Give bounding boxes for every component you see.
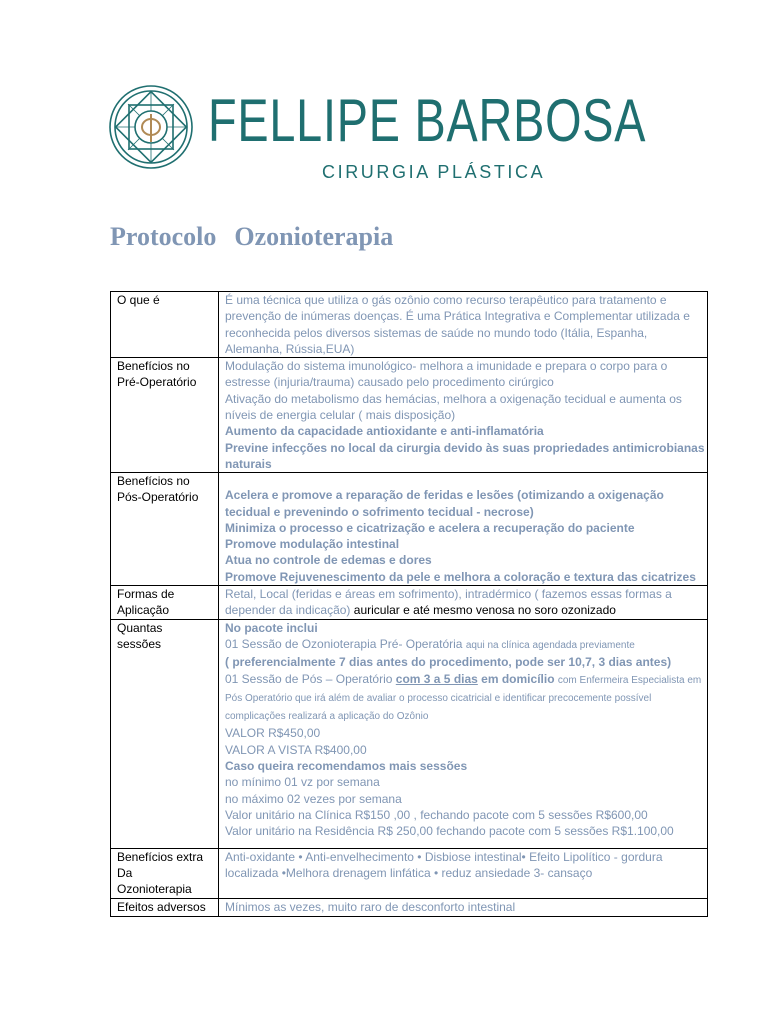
row-label: [111, 898, 219, 916]
table-row: [111, 586, 708, 620]
row-label: [111, 292, 219, 358]
row-label-line: Benefícios no: [117, 359, 190, 374]
row-text: Retal, Local (feridas e áreas em sofrimento), intradérmico ( fazemos essas formas a depender da indicação): [225, 587, 672, 618]
row-content: [219, 586, 708, 620]
row-text: Mínimos as vezes, muito raro de desconforto intestinal: [225, 899, 516, 914]
row-content: [219, 898, 708, 916]
session-pre-main: 01 Sessão de Ozonioterapia Pré- Operatória: [225, 636, 463, 651]
row-label-line: Formas de: [117, 587, 175, 602]
price: VALOR R$450,00: [225, 726, 321, 741]
session-pos-note: com Enfermeira Especialista em Pós Operatório que irá além de avaliar o processo cicatricial e identificar precocemente possível complicações realizará a aplicação do Ozônio: [225, 674, 702, 723]
row-line: Promove Rejuvenescimento da pele e melhora a coloração e textura das cicatrizes: [225, 569, 696, 584]
document-title: [110, 222, 393, 252]
row-line: Minimiza o processo e cicatrização e acelera a recuperação do paciente: [225, 520, 635, 535]
table-row: [111, 358, 708, 473]
title-word-protocolo: Protocolo: [110, 222, 217, 251]
row-label-line: Benefícios extra: [117, 849, 204, 864]
brand-subtitle: CIRURGIA PLÁSTICA: [322, 162, 546, 182]
price-cash: VALOR A VISTA R$400,00: [225, 742, 367, 757]
title-word-ozonioterapia: Ozonioterapia: [234, 222, 394, 251]
row-line: Previne infecções no local da cirurgia devido às suas propriedades antimicrobianas naturais: [225, 440, 705, 471]
frequency-max: no máximo 02 vezes por semana: [225, 791, 402, 806]
row-text-black: auricular e até mesmo venosa no soro ozonizado: [353, 603, 616, 618]
row-line: Acelera e promove a reparação de feridas e lesões (otimizando a oxigenação tecidual e prevenindo o sofrimento tecidual - necrose): [225, 488, 664, 519]
session-pos-main: 01 Sessão de Pós – Operatório: [225, 671, 393, 686]
row-line: Promove modulação intestinal: [225, 537, 400, 552]
row-label: [111, 619, 219, 848]
row-label: [111, 848, 219, 898]
price-clinic: Valor unitário na Clínica R$150 ,00 , fechando pacote com 5 sessões R$600,00: [225, 807, 648, 822]
protocol-table: [110, 291, 708, 917]
row-label-line: O que é: [117, 293, 160, 307]
session-pos-place: em domicílio: [481, 671, 555, 686]
table-row: [111, 898, 708, 916]
table-row: [111, 292, 708, 358]
row-text: Anti-oxidante • Anti-envelhecimento • Disbiose intestinal• Efeito Lipolítico - gordura localizada •Melhora drenagem linfática • reduz ansiedade 3- cansaço: [225, 849, 663, 880]
pacote-heading: No pacote inclui: [225, 620, 318, 635]
recommendation: Caso queira recomendamos mais sessões: [225, 759, 468, 774]
row-label-line: Quantas: [117, 620, 163, 635]
row-content: [219, 473, 708, 586]
session-pos-days: com 3 a 5 dias: [395, 671, 478, 686]
frequency-min: no mínimo 01 vz por semana: [225, 775, 380, 790]
row-label-line: Da: [117, 865, 133, 880]
price-residence: Valor unitário na Residência R$ 250,00 fechando pacote com 5 sessões R$1.100,00: [225, 824, 674, 839]
row-content: [219, 848, 708, 898]
session-pre: [225, 636, 707, 654]
row-line: Ativação do metabolismo das hemácias, melhora a oxigenação tecidual e aumenta os níveis de energia celular ( mais disposição): [225, 391, 682, 423]
row-label-line: Benefícios no: [117, 474, 190, 489]
row-label: [111, 358, 219, 473]
row-line: Atua no controle de edemas e dores: [225, 553, 432, 568]
row-label-line: sessões: [117, 636, 162, 651]
row-label-line: Pré-Operatório: [117, 375, 197, 390]
brand-name: FELLIPE BARBOSA: [208, 87, 647, 154]
row-label-line: Efeitos adversos: [117, 899, 206, 914]
row-content: [219, 358, 708, 473]
row-label-line: Ozonioterapia: [117, 881, 192, 896]
table-row: [111, 619, 708, 848]
session-pre-timing: ( preferencialmente 7 dias antes do procedimento, pode ser 10,7, 3 dias antes): [225, 655, 672, 670]
table-row: [111, 473, 708, 586]
row-label-line: Aplicação: [117, 603, 170, 618]
row-label-line: Pós-Operatório: [117, 490, 199, 505]
row-content: [219, 292, 708, 358]
session-pos: [225, 671, 707, 726]
session-pre-note: aqui na clínica agendada previamente: [465, 639, 635, 651]
row-line: Aumento da capacidade antioxidante e anti-inflamatória: [225, 424, 544, 439]
row-text: É uma técnica que utiliza o gás ozônio como recurso terapêutico para tratamento e prevenção de inúmeras doenças. É uma Prática Integrativa e Complementar utilizada e reconhecida pelos diversos sistemas de saúde no mundo todo (Itália, Espanha, Alemanha, Rússia,EUA): [225, 293, 690, 356]
row-content: [219, 619, 708, 848]
row-line: Modulação do sistema imunológico- melhora a imunidade e prepara o corpo para o estresse (injuria/trauma) causado pelo procedimento cirúrgico: [225, 359, 668, 390]
row-label: [111, 473, 219, 586]
phi-monogram-icon: [108, 84, 194, 170]
brand-logo: [108, 84, 668, 194]
table-row: [111, 848, 708, 898]
row-label: [111, 586, 219, 620]
